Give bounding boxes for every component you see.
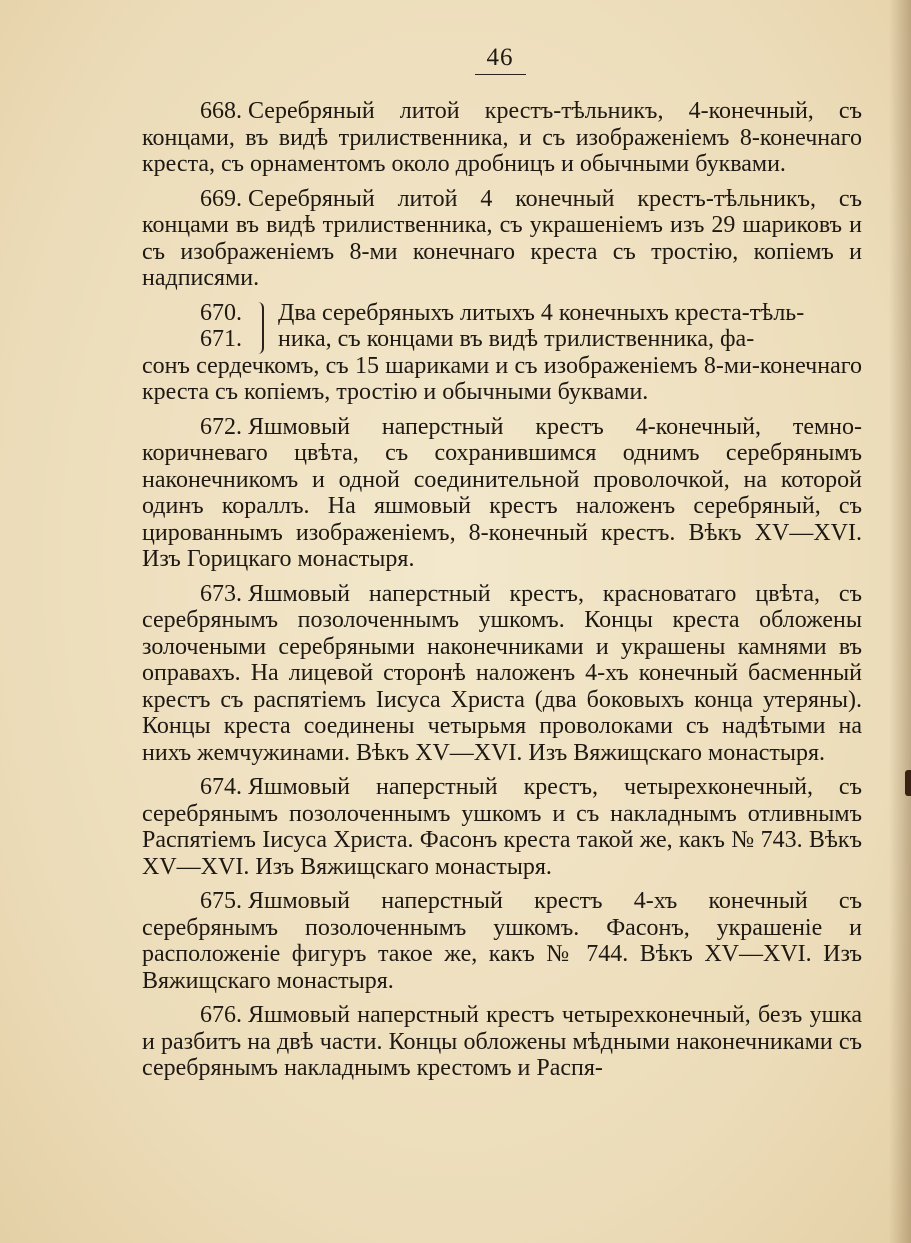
entry-text: Серебряный литой 4 конечный крестъ-тѣльникъ, съ концами въ видѣ трилиственника, съ украшеніемъ изъ 29 шариковъ и съ изображеніемъ 8-ми конечнаго креста съ тростію, копіемъ и надписями. [142, 185, 862, 291]
catalog-entry-676 [142, 1002, 862, 1082]
paired-entry-header [142, 300, 862, 353]
entry-number: 673. [200, 580, 242, 607]
paired-entry-numbers [142, 300, 258, 353]
paired-entry-lines [258, 300, 862, 353]
catalog-entry-674 [142, 774, 862, 880]
entry-number: 671. [200, 326, 242, 352]
entry-text: Яшмовый наперстный крестъ четырехконечный, безъ ушка и разбитъ на двѣ части. Концы обложены мѣдными наконечниками съ серебрянымъ накладнымъ крестомъ и Распя- [142, 1002, 862, 1081]
page-edge-mark [905, 770, 911, 796]
entry-text: сонъ сердечкомъ, съ 15 шариками и съ изображеніемъ 8-ми-конечнаго креста съ копіемъ, тростію и обычными буквами. [142, 352, 862, 405]
entry-text: Яшмовый наперстный крестъ, четырехконечный, съ серебрянымъ позолоченнымъ ушкомъ и съ накладнымъ отливнымъ Распятіемъ Іисуса Христа. Фасонъ креста такой же, какъ № 743. Вѣкъ XV—XVI. Изъ Вяжищскаго монастыря. [142, 774, 862, 880]
entry-number: 675. [200, 888, 242, 914]
brace-mark [256, 302, 264, 354]
page-number [0, 44, 911, 75]
catalog-entry-675 [142, 888, 862, 994]
entry-text-line: Два серебряныхъ литыхъ 4 конечныхъ креста-тѣль- [278, 299, 805, 326]
entry-number: 668. [200, 98, 242, 124]
page-number-text: 46 [475, 44, 526, 75]
entry-text: Яшмовый наперстный крестъ 4-конечный, темно-коричневаго цвѣта, съ сохранившимся однимъ серебрянымъ наконечникомъ и одной соединительной проволочкой, на которой одинъ кораллъ. На яшмовый крестъ наложенъ серебряный, съ цированнымъ изображеніемъ, 8-конечный крестъ. Вѣкъ XV—XVI. Изъ Горицкаго монастыря. [142, 413, 862, 572]
catalog-text [142, 98, 862, 1090]
entry-text: Яшмовый наперстный крестъ, красноватаго цвѣта, съ серебрянымъ позолоченнымъ ушкомъ. Концы креста обложены золочеными серебряными наконечниками и украшены камнями въ оправахъ. На лицевой сторонѣ наложенъ 4-хъ конечный басменный крестъ съ распятіемъ Іисуса Христа (два боковыхъ конца утеряны). Концы креста соединены четырьмя проволоками съ надѣтыми на нихъ жемчужинами. Вѣкъ XV—XVI. Изъ Вяжищскаго монастыря. [142, 580, 862, 766]
entry-number: 669. [200, 185, 242, 212]
catalog-entry-673 [142, 581, 862, 767]
entry-text: Яшмовый наперстный крестъ 4-хъ конечный съ серебрянымъ позолоченнымъ ушкомъ. Фасонъ, украшеніе и расположеніе фигуръ такое же, какъ № 744. Вѣкъ XV—XVI. Изъ Вяжищскаго монастыря. [142, 888, 862, 994]
page-edge-shadow [889, 0, 911, 1243]
catalog-entry-668 [142, 98, 862, 178]
catalog-entry-672 [142, 414, 862, 573]
catalog-entry-670-671 [142, 300, 862, 406]
entry-number: 670. [200, 299, 242, 326]
entry-text-line: ника, съ концами въ видѣ трилиственника, фа- [278, 326, 755, 352]
catalog-entry-669 [142, 186, 862, 292]
entry-number: 672. [200, 413, 242, 440]
entry-text: Серебряный литой крестъ-тѣльникъ, 4-конечный, съ концами, въ видѣ трилиственника, и съ изображеніемъ 8-конечнаго креста, съ орнаментомъ около дробницъ и обычными буквами. [142, 98, 862, 177]
entry-number: 674. [200, 774, 242, 800]
entry-number: 676. [200, 1002, 242, 1028]
